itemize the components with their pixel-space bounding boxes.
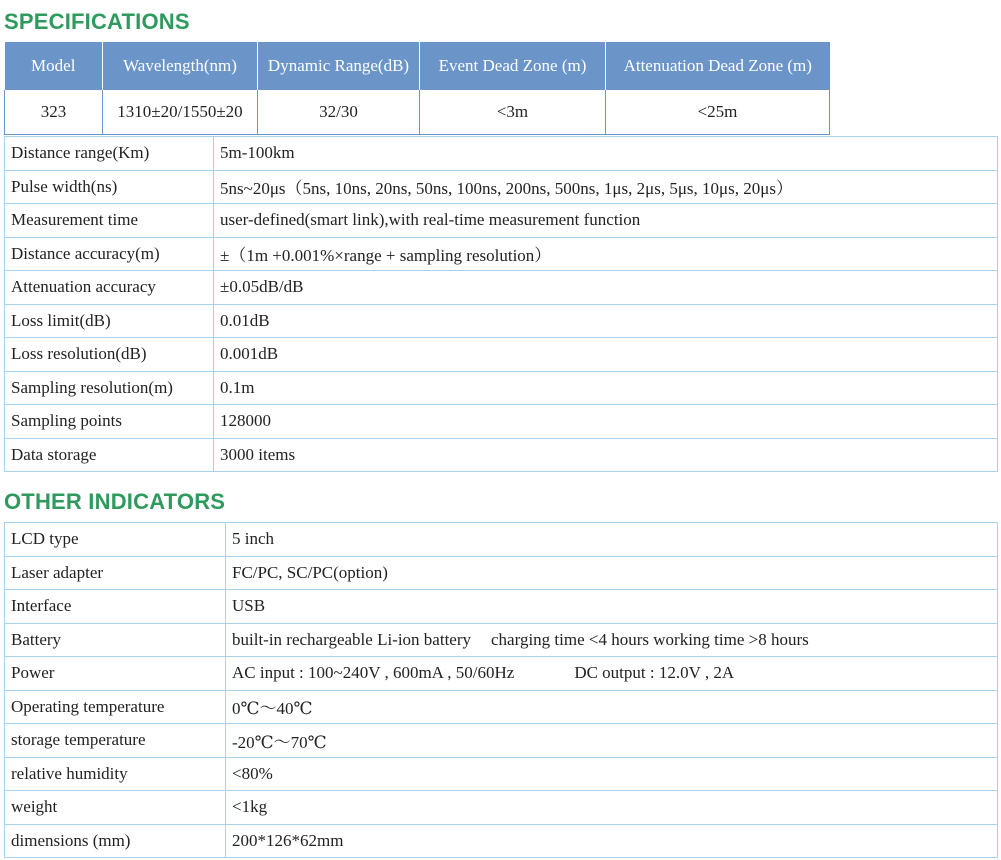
indicator-label: Interface xyxy=(5,590,226,624)
indicator-label: Operating temperature xyxy=(5,690,226,724)
table-row xyxy=(5,757,998,791)
table-row xyxy=(5,204,998,238)
battery-type: built-in rechargeable Li-ion battery xyxy=(232,629,472,649)
indicator-value: <80% xyxy=(226,757,998,791)
table-row xyxy=(5,791,998,825)
model-table xyxy=(4,42,830,135)
spec-label: Attenuation accuracy xyxy=(5,271,214,305)
indicator-label: LCD type xyxy=(5,523,226,557)
indicator-value: 200*126*62mm xyxy=(226,824,998,858)
indicator-label: Battery xyxy=(5,623,226,657)
other-indicators-table xyxy=(4,522,998,858)
spec-label: Loss limit(dB) xyxy=(5,304,214,338)
header-wavelength: Wavelength(nm) xyxy=(103,42,258,90)
indicator-label: weight xyxy=(5,791,226,825)
spec-label: Distance range(Km) xyxy=(5,137,214,171)
indicator-label: dimensions (mm) xyxy=(5,824,226,858)
indicator-label: Laser adapter xyxy=(5,556,226,590)
table-row xyxy=(5,371,998,405)
table-row xyxy=(5,137,998,171)
ac-input: AC input : 100~240V , 600mA , 50/60Hz xyxy=(232,663,515,683)
table-row xyxy=(5,405,998,439)
event-dead-zone-value: <3m xyxy=(420,90,606,135)
table-row xyxy=(5,237,998,271)
spec-value: 0.001dB xyxy=(214,338,998,372)
spec-value: 5ns~20μs（5ns, 10ns, 20ns, 50ns, 100ns, 200ns, 500ns, 1μs, 2μs, 5μs, 10μs, 20μs） xyxy=(214,170,998,204)
table-row xyxy=(5,623,998,657)
table-row xyxy=(5,657,998,691)
indicator-label: storage temperature xyxy=(5,724,226,758)
spec-value: 3000 items xyxy=(214,438,998,472)
header-event-dead-zone: Event Dead Zone (m) xyxy=(420,42,606,90)
spec-value: 0.01dB xyxy=(214,304,998,338)
spec-label: Pulse width(ns) xyxy=(5,170,214,204)
spec-label: Sampling points xyxy=(5,405,214,439)
spec-value: 5m-100km xyxy=(214,137,998,171)
header-model: Model xyxy=(5,42,103,90)
model-table-header xyxy=(5,42,830,90)
spec-value: user-defined(smart link),with real-time measurement function xyxy=(214,204,998,238)
model-value: 323 xyxy=(5,90,103,135)
table-row xyxy=(5,824,998,858)
attenuation-dead-zone-value: <25m xyxy=(606,90,830,135)
indicator-value: 5 inch xyxy=(226,523,998,557)
table-row xyxy=(5,556,998,590)
table-row xyxy=(5,438,998,472)
table-row xyxy=(5,590,998,624)
battery-timing: charging time <4 hours working time >8 hours xyxy=(491,629,809,649)
indicator-value: USB xyxy=(226,590,998,624)
header-attenuation-dead-zone: Attenuation Dead Zone (m) xyxy=(606,42,830,90)
indicator-value: -20℃～70℃ xyxy=(226,724,998,758)
table-row xyxy=(5,690,998,724)
indicator-value xyxy=(226,657,998,691)
spec-label: Measurement time xyxy=(5,204,214,238)
table-row xyxy=(5,338,998,372)
indicator-value: 0℃～40℃ xyxy=(226,690,998,724)
wavelength-value: 1310±20/1550±20 xyxy=(103,90,258,135)
table-row xyxy=(5,170,998,204)
indicator-label: relative humidity xyxy=(5,757,226,791)
table-row xyxy=(5,523,998,557)
dynamic-range-value: 32/30 xyxy=(258,90,420,135)
dc-output: DC output : 12.0V , 2A xyxy=(574,663,735,683)
indicator-value xyxy=(226,623,998,657)
table-row xyxy=(5,271,998,305)
specifications-title: SPECIFICATIONS xyxy=(4,9,190,34)
spec-value: 0.1m xyxy=(214,371,998,405)
spec-label: Sampling resolution(m) xyxy=(5,371,214,405)
spec-label: Distance accuracy(m) xyxy=(5,237,214,271)
spec-label: Loss resolution(dB) xyxy=(5,338,214,372)
indicator-value: <1kg xyxy=(226,791,998,825)
table-row xyxy=(5,724,998,758)
spec-value: ±（1m +0.001%×range + sampling resolution） xyxy=(214,237,998,271)
indicator-value: FC/PC, SC/PC(option) xyxy=(226,556,998,590)
model-row xyxy=(5,90,830,135)
spec-value: 128000 xyxy=(214,405,998,439)
spec-label: Data storage xyxy=(5,438,214,472)
specifications-table xyxy=(4,136,998,472)
indicator-label: Power xyxy=(5,657,226,691)
table-row xyxy=(5,304,998,338)
other-indicators-title: OTHER INDICATORS xyxy=(4,489,226,514)
spec-value: ±0.05dB/dB xyxy=(214,271,998,305)
header-dynamic-range: Dynamic Range(dB) xyxy=(258,42,420,90)
